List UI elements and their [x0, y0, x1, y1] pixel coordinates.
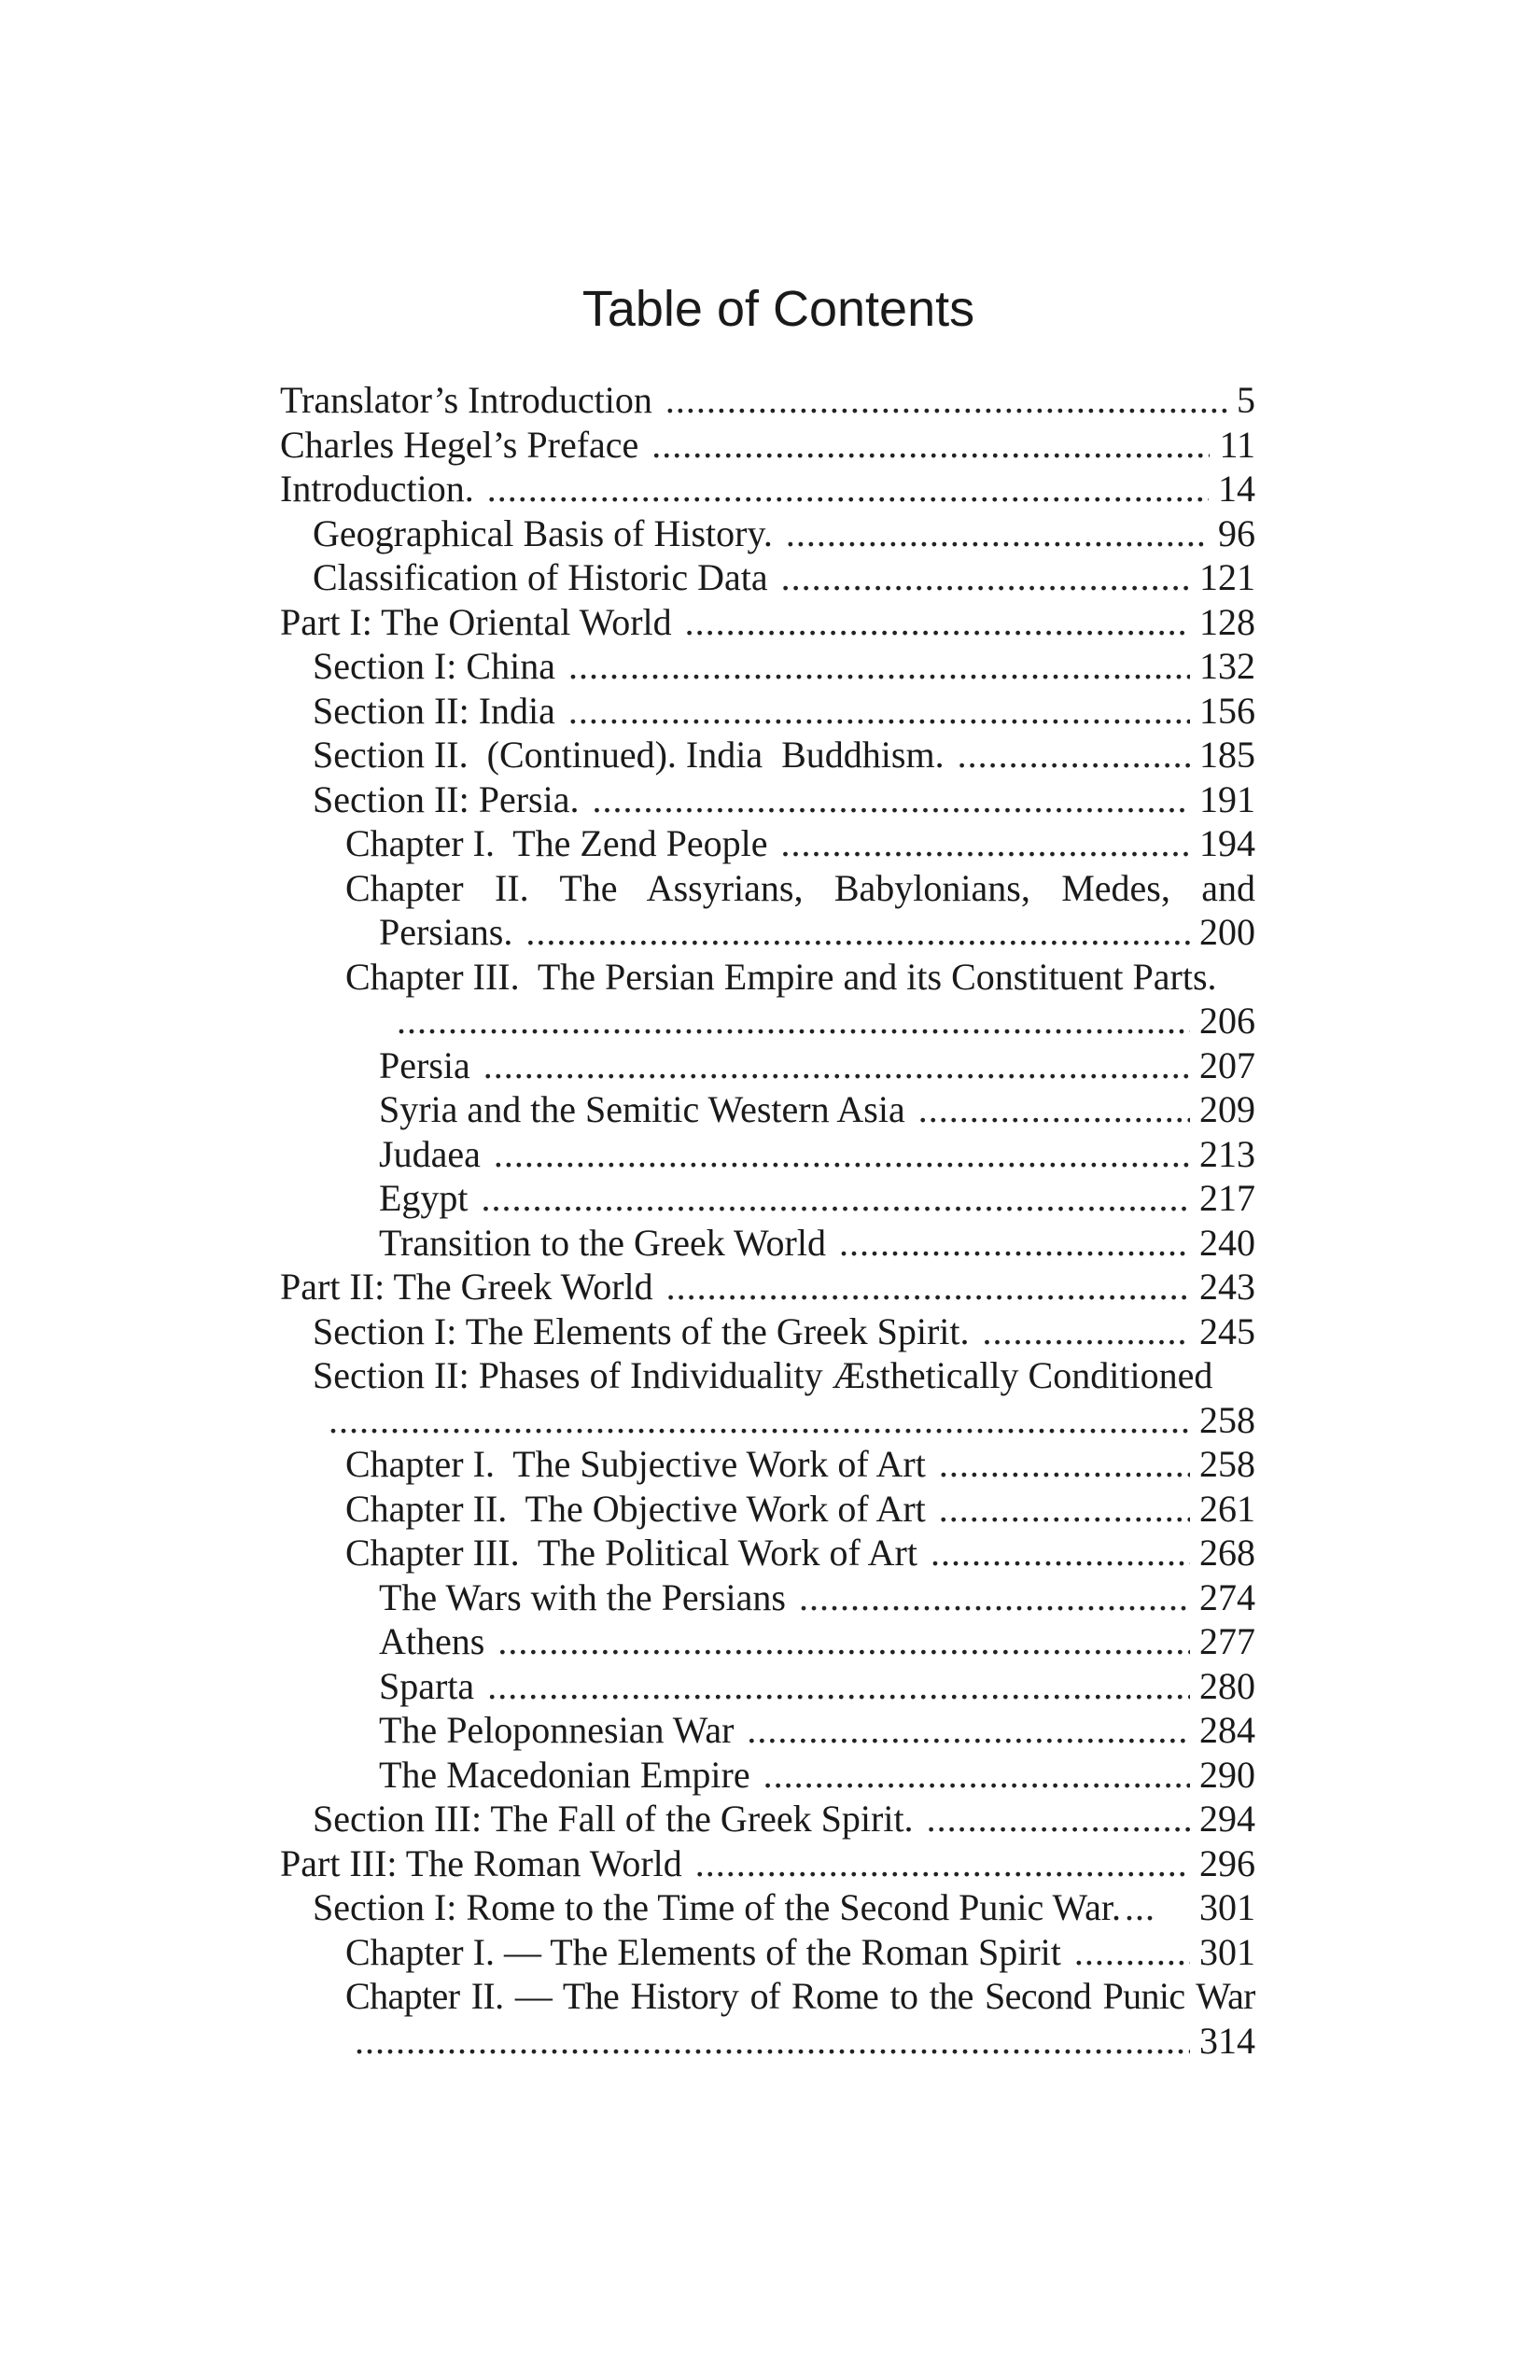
toc-leader-dots	[665, 378, 1227, 423]
toc-entry	[280, 866, 1255, 911]
toc-page-number: 294	[1199, 1798, 1255, 1840]
toc-leader-dots	[695, 1841, 1190, 1886]
toc-entry-label: Section II: Phases of Individuality Æsthetically Conditioned	[313, 1354, 1213, 1396]
toc-page-number: 290	[1199, 1753, 1255, 1796]
toc-leader-dots	[799, 1575, 1190, 1620]
toc-page-number: 156	[1199, 689, 1255, 732]
toc-entry-label: Egypt	[379, 1177, 469, 1219]
toc-entry-label: Transition to the Greek World	[379, 1221, 826, 1264]
toc-leader-dots	[568, 644, 1190, 689]
toc-entry	[280, 821, 1255, 866]
toc-page-number: 258	[1199, 1398, 1255, 1441]
toc-page-number: 268	[1199, 1532, 1255, 1574]
toc-leader-dots	[397, 999, 1190, 1043]
toc-entry-label: Chapter I. The Zend People	[345, 822, 768, 864]
toc-entry	[280, 511, 1255, 556]
toc-entry-label: Persia	[379, 1043, 470, 1086]
toc-page-number: 213	[1199, 1132, 1255, 1175]
toc-leader-dots	[329, 1398, 1190, 1443]
toc-leader-dots	[780, 821, 1190, 866]
toc-page-number: 200	[1199, 911, 1255, 953]
toc-leader-dots	[1074, 1930, 1190, 1975]
toc-page-number: 206	[1199, 1000, 1255, 1042]
toc-entry-label: Chapter I. The Subjective Work of Art	[345, 1443, 926, 1485]
toc-page-number: 96	[1218, 511, 1255, 554]
toc-leader-dots	[931, 1531, 1190, 1575]
toc-leader-dots	[487, 1664, 1190, 1709]
toc-leader-dots	[525, 910, 1190, 955]
toc-leader-dots	[939, 1442, 1190, 1487]
toc-entry-label: The Peloponnesian War	[379, 1709, 735, 1751]
toc-leader-dots	[482, 1176, 1190, 1221]
toc-page-number: 258	[1199, 1443, 1255, 1485]
toc-page-number: 261	[1199, 1487, 1255, 1530]
toc-entry	[280, 1974, 1255, 2019]
toc-leader-dots	[497, 1619, 1190, 1664]
toc-entry	[280, 555, 1255, 600]
toc-leader-dots	[747, 1708, 1190, 1753]
toc-entry	[280, 910, 1255, 955]
toc-entry	[280, 423, 1255, 468]
toc-page-number: 217	[1199, 1177, 1255, 1219]
toc-entry-label: Chapter II. — The History of Rome to the Second Punic War	[345, 1975, 1255, 2017]
toc-entry	[280, 1442, 1255, 1487]
toc-entry	[280, 1487, 1255, 1532]
toc-page-number: 240	[1199, 1221, 1255, 1264]
toc-entry-label: Section I: China	[313, 645, 555, 687]
toc-leader-dots	[786, 511, 1209, 556]
toc-entry	[280, 1176, 1255, 1221]
toc-leader-dots	[487, 467, 1209, 511]
toc-entry-label: Classification of Historic Data	[313, 556, 768, 598]
toc-page-number: 280	[1199, 1664, 1255, 1707]
toc-entry	[280, 1664, 1255, 1709]
toc-entry-label: Athens	[379, 1620, 485, 1662]
toc-entry-label: Section II. (Continued). India Buddhism.	[313, 734, 945, 776]
toc-entry-label: Section II: Persia.	[313, 777, 580, 820]
toc-entry-label: Chapter II. The Assyrians, Babylonians, Medes, and	[345, 866, 1255, 909]
toc-leader-dots	[939, 1487, 1190, 1532]
toc-entry	[280, 1841, 1255, 1886]
toc-page-number: 284	[1199, 1709, 1255, 1751]
toc-page-number: 194	[1199, 822, 1255, 864]
toc-leader-dots	[839, 1221, 1190, 1266]
toc-page-number: 128	[1199, 600, 1255, 643]
toc-page-number: 207	[1199, 1043, 1255, 1086]
page-title: Table of Contents	[581, 281, 975, 337]
toc-entry-continuation	[280, 2019, 1255, 2064]
toc-leader-dots	[568, 689, 1190, 734]
toc-page-number: 301	[1199, 1886, 1255, 1928]
toc-entry-continuation	[280, 999, 1255, 1043]
toc-entry	[280, 1619, 1255, 1664]
toc-page-number: 274	[1199, 1575, 1255, 1618]
toc-entry	[280, 1132, 1255, 1177]
toc-leader-dots	[355, 2019, 1190, 2064]
toc-entry	[280, 1531, 1255, 1575]
toc-entry	[280, 1797, 1255, 1841]
toc-page-number: 11	[1219, 423, 1255, 466]
toc-entry-label: Chapter III. The Political Work of Art	[345, 1532, 917, 1574]
toc-entry-label: Section I: Rome to the Time of the Second Punic War.	[313, 1886, 1121, 1928]
toc-leader-dots	[685, 600, 1190, 645]
toc-entry	[280, 1930, 1255, 1975]
toc-leader-dots	[927, 1797, 1190, 1841]
toc-entry-label: The Wars with the Persians	[379, 1575, 786, 1618]
toc-entry-label: Section II: India	[313, 689, 555, 732]
toc-page-number: 277	[1199, 1620, 1255, 1662]
toc-page-number: 14	[1218, 468, 1255, 510]
toc-page-number: 314	[1199, 2019, 1255, 2062]
toc-leader-dots	[918, 1087, 1190, 1132]
toc-entry	[280, 1221, 1255, 1266]
toc-entry	[280, 378, 1255, 423]
toc-leader-dots	[483, 1043, 1190, 1088]
toc-entry	[280, 467, 1255, 511]
toc-page-number: 243	[1199, 1266, 1255, 1308]
toc-entry	[280, 733, 1255, 777]
toc-entry-label: The Macedonian Empire	[379, 1753, 750, 1796]
toc-leader-dots	[763, 1753, 1190, 1798]
toc-page-number: 301	[1199, 1930, 1255, 1973]
toc-entry	[280, 1265, 1255, 1309]
toc-entry	[280, 1309, 1255, 1354]
toc-entry-label: Chapter I. — The Elements of the Roman Spirit	[345, 1930, 1061, 1973]
toc-entry-label: Persians.	[379, 911, 513, 953]
toc-entry-label: Syria and the Semitic Western Asia	[379, 1088, 905, 1130]
toc-page-number: 121	[1199, 556, 1255, 598]
toc-leader-dots	[651, 423, 1210, 468]
toc-leader-dots	[983, 1309, 1190, 1354]
toc-entry	[280, 1753, 1255, 1798]
toc-page-number: 209	[1199, 1088, 1255, 1130]
toc-entry-label: Translator’s Introduction	[280, 379, 652, 421]
toc-entry	[280, 1885, 1255, 1930]
toc-leader-dots	[958, 733, 1190, 777]
toc-entry	[280, 955, 1255, 1000]
toc-entry	[280, 1043, 1255, 1088]
toc-entry-label: Section III: The Fall of the Greek Spirit.	[313, 1798, 914, 1840]
toc-entry-label: Charles Hegel’s Preface	[280, 423, 639, 466]
toc-entry-label: Geographical Basis of History.	[313, 511, 773, 554]
toc-page-number: 296	[1199, 1841, 1255, 1884]
toc-entry	[280, 777, 1255, 822]
toc-page-number: 245	[1199, 1309, 1255, 1352]
toc-entry	[280, 1708, 1255, 1753]
toc-entry	[280, 1087, 1255, 1132]
toc-page-number: 185	[1199, 734, 1255, 776]
toc-list	[280, 378, 1255, 2063]
toc-entry	[280, 1575, 1255, 1620]
toc-entry	[280, 1353, 1255, 1398]
toc-entry-label: Judaea	[379, 1132, 481, 1175]
toc-entry-label: Part III: The Roman World	[280, 1841, 682, 1884]
toc-entry-label: Part II: The Greek World	[280, 1266, 653, 1308]
toc-entry	[280, 689, 1255, 734]
toc-entry	[280, 600, 1255, 645]
toc-leader-dots	[494, 1132, 1190, 1177]
toc-entry-label: Section I: The Elements of the Greek Spirit.	[313, 1309, 970, 1352]
toc-leader-dots	[593, 777, 1191, 822]
toc-entry-continuation	[280, 1398, 1255, 1443]
toc-page-number: 132	[1199, 645, 1255, 687]
toc-entry-label: Part I: The Oriental World	[280, 600, 672, 643]
toc-leader-dots	[666, 1265, 1190, 1309]
toc-entry-label: Chapter II. The Objective Work of Art	[345, 1487, 926, 1530]
toc-leader-dots	[781, 555, 1190, 600]
toc-page-number: 5	[1237, 379, 1255, 421]
toc-entry	[280, 644, 1255, 689]
toc-page-number: 191	[1199, 777, 1255, 820]
toc-entry-label: Introduction.	[280, 468, 474, 510]
toc-entry-label: Chapter III. The Persian Empire and its Constituent Parts.	[345, 955, 1217, 998]
toc-leader-dots	[1125, 1885, 1153, 1930]
toc-entry-label: Sparta	[379, 1664, 475, 1707]
